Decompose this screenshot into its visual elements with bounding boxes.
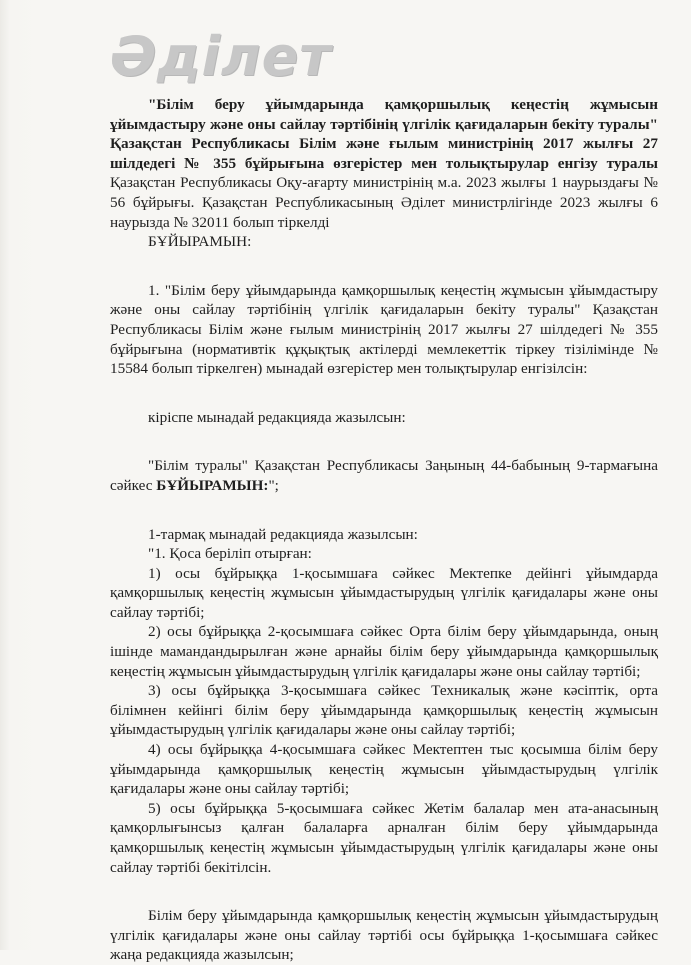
document-body <box>110 95 658 965</box>
title-rest: Қазақстан Республикасы Оқу-ағарту министрінің м.а. 2023 жылғы 1 наурыздағы № 56 бұйрығы. Қазақстан Республикасының Әділет министрлігінде 2023 жылғы 6 наурызда № 32011 болып тіркелді <box>110 174 658 231</box>
item1-line: 1-тармақ мынадай редакцияда жазылсын: <box>148 525 418 543</box>
item1-sub: "1. Қоса беріліп отырған: <box>148 545 312 563</box>
preamble-quote: "Білім туралы" Қазақстан Республикасы Заңының 44-бабының 9-тармағына сәйкес БҰЙЫРАМЫН:"; <box>110 457 658 494</box>
order-word: БҰЙЫРАМЫН: <box>148 233 252 251</box>
list-item: 4) осы бұйрыққа 4-қосымшаға сәйкес Мектептен тыс қосымша білім беру ұйымдарында қамқоршылық кеңестің жұмысын ұйымдастырудың үлгілік қағидалары және оны сайлау тәртібі; <box>110 741 658 798</box>
list-item: 2) осы бұйрыққа 2-қосымшаға сәйкес Орта білім беру ұйымдарында, оның ішінде мамандандырылған және арнайы білім беру ұйымдарында қамқоршылық кеңестің жұмысын ұйымдастырудың үлгілік қағидалары және оны сайлау тәртібі; <box>110 623 658 680</box>
preamble-line: кіріспе мынадай редакцияда жазылсын: <box>148 408 406 426</box>
list-item: 5) осы бұйрыққа 5-қосымшаға сәйкес Жетім балалар мен ата-анасының қамқорлығынсыз қалған балаларға арналған білім беру ұйымдарында қамқоршылық кеңестің жұмысын ұйымдастырудың үлгілік қағидалары және оны сайлау тәртібі бекітілсін. <box>110 799 658 876</box>
title-bold: "Білім беру ұйымдарында қамқоршылық кеңестің жұмысын ұйымдастыру және оны сайлау тәртібінің үлгілік қағидаларын бекіту туралы" Қазақстан Республикасы Білім және ғылым министрінің 2017 жылғы 27 шілдедегі № 355 бұйрығына өзгерістер мен толықтырулар енгізу туралы <box>110 96 658 172</box>
list-item: 1) осы бұйрыққа 1-қосымшаға сәйкес Мектепке дейінгі ұйымдарда қамқоршылық кеңестің жұмысын ұйымдастырудың үлгілік қағидалары және оны сайлау тәртібі; <box>110 564 658 621</box>
paragraph-1: 1. "Білім беру ұйымдарында қамқоршылық кеңестің жұмысын ұйымдастыру және оны сайлау тәртібінің үлгілік қағидаларын бекіту туралы" Қазақстан Республикасы Білім және ғылым министрінің 2017 жылғы 27 шілдедегі № 355 бұйрығына (нормативтік құқықтық актілерді мемлекеттік тіркеу тізілімінде № 15584 болып тіркелген) мынадай өзгерістер мен толықтырулар енгізілсін: <box>110 281 658 378</box>
final-paragraph: Білім беру ұйымдарында қамқоршылық кеңестің жұмысын ұйымдастырудың үлгілік қағидалары және оны сайлау тәртібі осы бұйрыққа 1-қосымшаға сәйкес жаңа редакцияда жазылсын; <box>110 907 658 964</box>
document-title <box>110 95 658 232</box>
adilet-logo: Әділет <box>110 25 332 88</box>
list-item: 3) осы бұйрыққа 3-қосымшаға сәйкес Техникалық және кәсіптік, орта білімнен кейінгі білім беру ұйымдарында қамқоршылық кеңестің жұмысын ұйымдастырудың үлгілік қағидалары және оны сайлау тәртібі; <box>110 682 658 739</box>
